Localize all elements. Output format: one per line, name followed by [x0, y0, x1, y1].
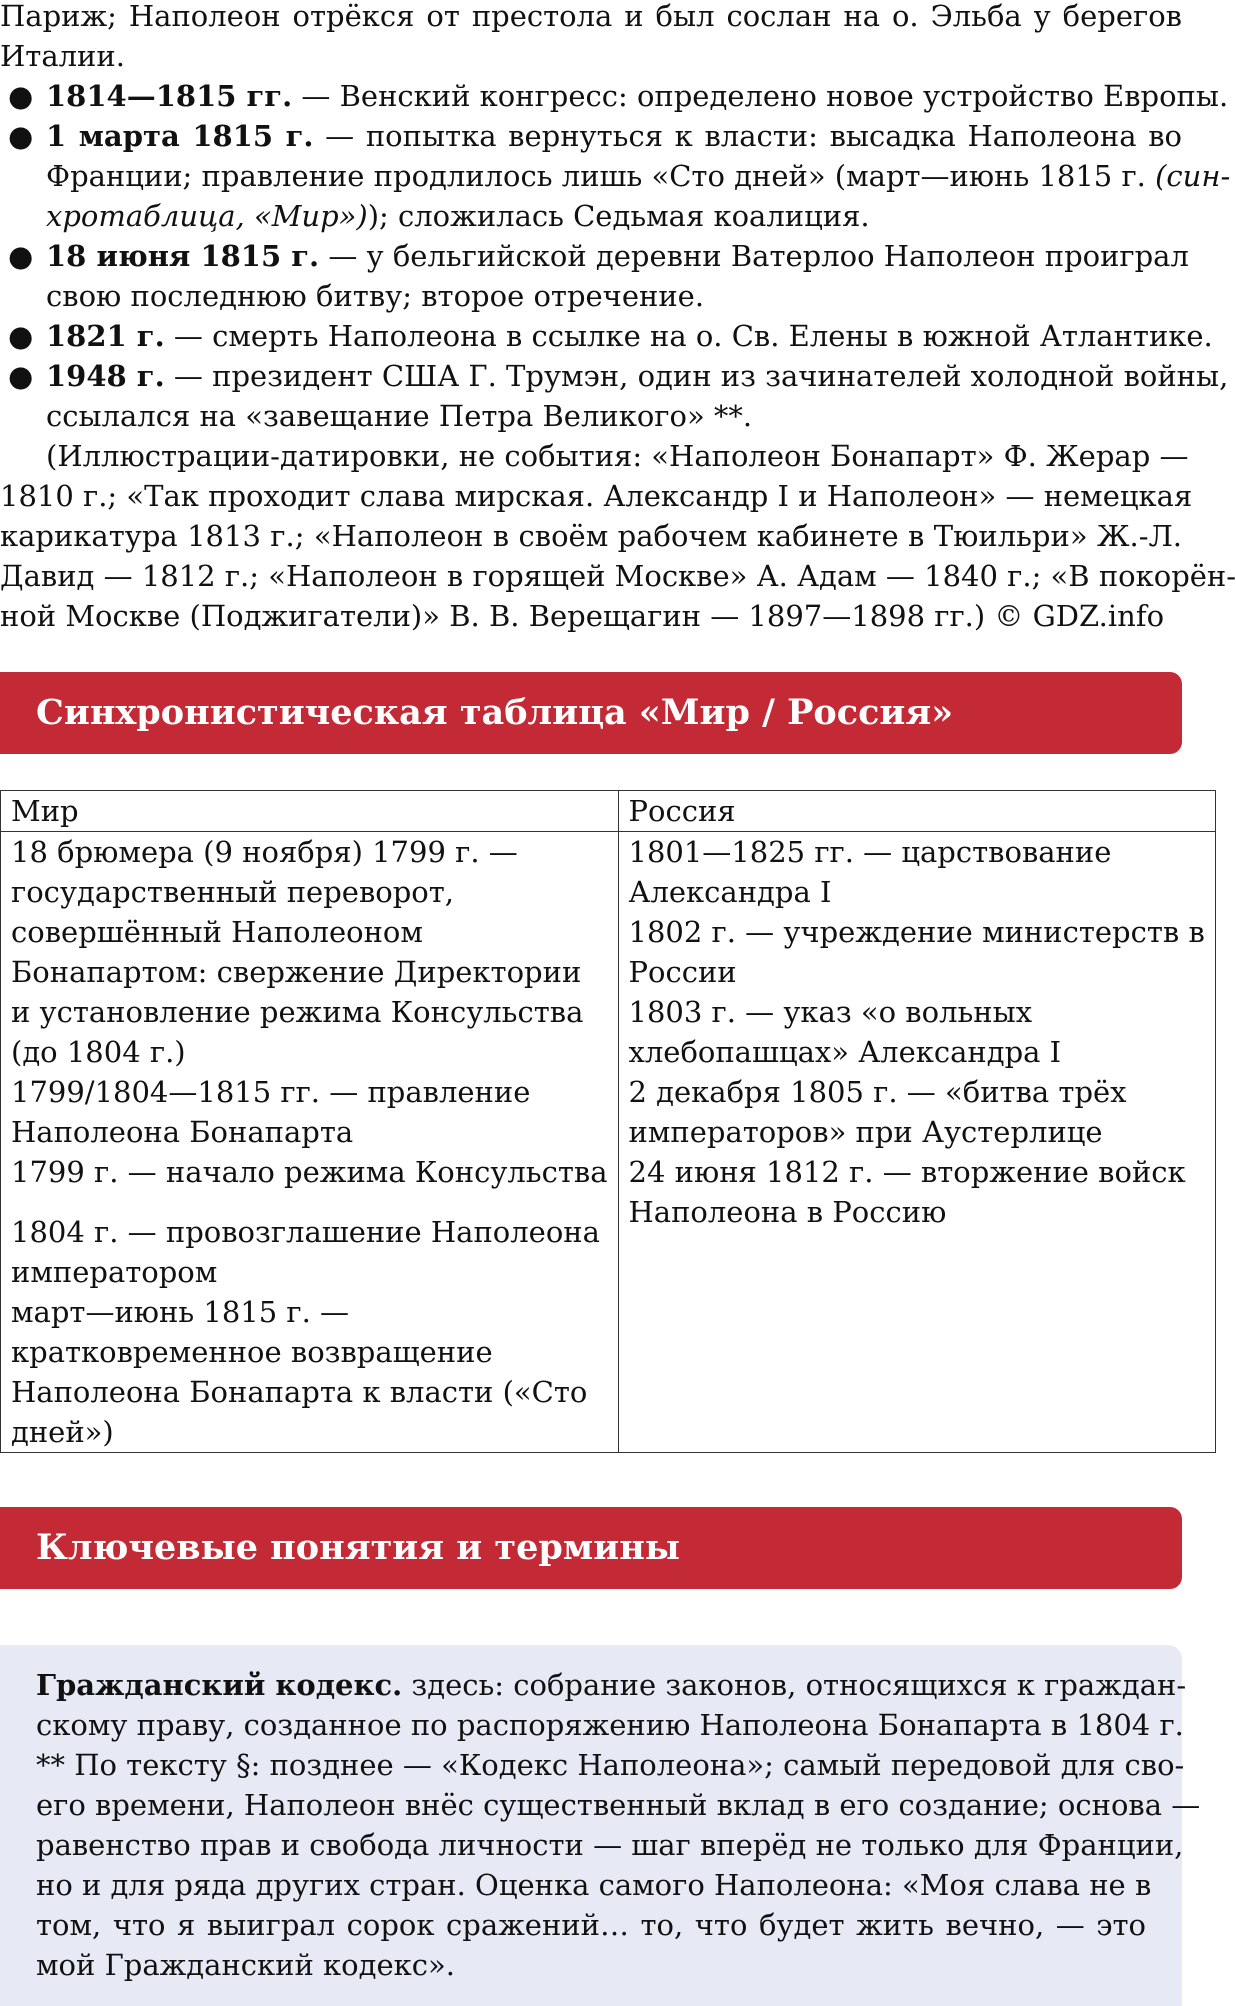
- world-entry-line: императором: [11, 1255, 218, 1289]
- column-header-world: Мир: [1, 791, 619, 832]
- russia-entry-line: 2 декабря 1805 г. — «битва трёх: [628, 1075, 1127, 1109]
- column-header-russia: Россия: [618, 791, 1215, 832]
- illustrations-line: Давид — 1812 г.; «Наполеон в горящей Москве» А. Адам — 1840 г.; «В покорён-: [0, 559, 1236, 593]
- russia-column: [618, 832, 1215, 1453]
- world-entry-line: дней»): [11, 1415, 114, 1449]
- world-entry-line: государственный переворот,: [11, 875, 455, 909]
- bullet-item: 1821 г. — смерть Наполеона в ссылке на о. Св. Елены в южной Атлантике.: [46, 319, 1213, 353]
- term-line: том, что я выиграл сорок сражений… то, что будет жить вечно, — это: [36, 1908, 1146, 1942]
- bullet-dot: ●: [8, 239, 34, 273]
- bullet-dot: ●: [8, 319, 34, 353]
- table-header-row: [1, 791, 1216, 832]
- table-row: [1, 832, 1216, 1453]
- world-entry-line: март—июнь 1815 г. —: [11, 1295, 350, 1329]
- illustrations-line: ной Москве (Поджигатели)» В. В. Верещагин — 1897—1898 гг.) © GDZ.info: [0, 599, 1165, 633]
- russia-entry-line: 1803 г. — указ «о вольных: [628, 995, 1033, 1029]
- world-entry-line: Наполеона Бонапарта к власти («Сто: [11, 1375, 588, 1409]
- world-entry-line: Наполеона Бонапарта: [11, 1115, 354, 1149]
- term-line: Гражданский кодекс. здесь: собрание законов, относящихся к граждан-: [36, 1668, 1187, 1702]
- world-entry-line: 1799/1804—1815 гг. — правление: [11, 1075, 531, 1109]
- bullet-item-cont: хротаблица, «Мир»)); сложилась Седьмая коалиция.: [46, 199, 870, 233]
- world-entry-line: 1804 г. — провозглашение Наполеона: [11, 1215, 600, 1249]
- bullet-dot: ●: [8, 359, 34, 393]
- world-entry-line: кратковременное возвращение: [11, 1335, 493, 1369]
- russia-entry-line: Наполеона в Россию: [628, 1195, 947, 1229]
- illustrations-line: (Иллюстрации-датировки, не события: «Наполеон Бонапарт» Ф. Жерар —: [46, 439, 1189, 473]
- world-entry-line: Бонапартом: свержение Директории: [11, 955, 582, 989]
- section-title-sync-table: Синхронистическая таблица «Мир / Россия»: [0, 672, 1182, 754]
- bullet-item: 1814—1815 гг. — Венский конгресс: определено новое устройство Европы.: [46, 79, 1229, 113]
- world-entry-line: 18 брюмера (9 ноября) 1799 г. —: [11, 835, 518, 869]
- bullet-dot: ●: [8, 79, 34, 113]
- term-line: мой Гражданский кодекс».: [36, 1948, 455, 1982]
- intro-line: Италии.: [0, 39, 125, 73]
- illustrations-line: карикатура 1813 г.; «Наполеон в своём рабочем кабинете в Тюильри» Ж.-Л.: [0, 519, 1182, 553]
- term-line: но и для ряда других стран. Оценка самого Наполеона: «Моя слава не в: [36, 1868, 1152, 1902]
- bullet-dot: ●: [8, 119, 34, 153]
- term-line: равенство прав и свобода личности — шаг вперёд не только для Франции,: [36, 1828, 1184, 1862]
- russia-entry-line: Александра I: [628, 875, 832, 909]
- term-line: его времени, Наполеон внёс существенный вклад в его создание; основа —: [36, 1788, 1201, 1822]
- russia-entry-line: 1802 г. — учреждение министерств в: [628, 915, 1205, 949]
- term-line: скому праву, созданное по распоряжению Наполеона Бонапарта в 1804 г.: [36, 1708, 1184, 1742]
- bullet-item: 18 июня 1815 г. — у бельгийской деревни Ватерлоо Наполеон проиграл: [46, 239, 1189, 273]
- key-terms-box: [0, 1645, 1201, 2006]
- world-entry-line: и установление режима Консульства: [11, 995, 584, 1029]
- term-line: ** По тексту §: позднее — «Кодекс Наполеона»; самый передовой для сво-: [36, 1748, 1185, 1782]
- bullet-item-cont: Франции; правление продлилось лишь «Сто дней» (март—июнь 1815 г. (син-: [46, 159, 1231, 193]
- bullet-item-cont: ссылался на «завещание Петра Великого» **.: [46, 399, 753, 433]
- section-title-key-terms: Ключевые понятия и термины: [0, 1507, 1182, 1589]
- sync-table: [0, 790, 1216, 1453]
- intro-line: Париж; Наполеон отрёкся от престола и был сослан на о. Эльба у берегов: [0, 0, 1182, 33]
- bullet-item: 1948 г. — президент США Г. Трумэн, один из зачинателей холодной войны,: [46, 359, 1229, 393]
- bullet-item-cont: свою последнюю битву; второе отречение.: [46, 279, 705, 313]
- world-column: [1, 832, 619, 1453]
- russia-entry-line: России: [628, 955, 737, 989]
- world-entry-line: совершённый Наполеоном: [11, 915, 423, 949]
- russia-entry-line: 24 июня 1812 г. — вторжение войск: [628, 1155, 1186, 1189]
- bullet-item: 1 марта 1815 г. — попытка вернуться к власти: высадка Наполеона во: [46, 119, 1182, 153]
- russia-entry-line: 1801—1825 гг. — царствование: [628, 835, 1112, 869]
- russia-entry-line: императоров» при Аустерлице: [628, 1115, 1103, 1149]
- illustrations-line: 1810 г.; «Так проходит слава мирская. Александр I и Наполеон» — немецкая: [0, 479, 1193, 513]
- world-entry-line: 1799 г. — начало режима Консульства: [11, 1155, 608, 1189]
- russia-entry-line: хлебопашцах» Александра I: [628, 1035, 1062, 1069]
- key-terms-text: [36, 1665, 1201, 1985]
- world-entry-line: (до 1804 г.): [11, 1035, 186, 1069]
